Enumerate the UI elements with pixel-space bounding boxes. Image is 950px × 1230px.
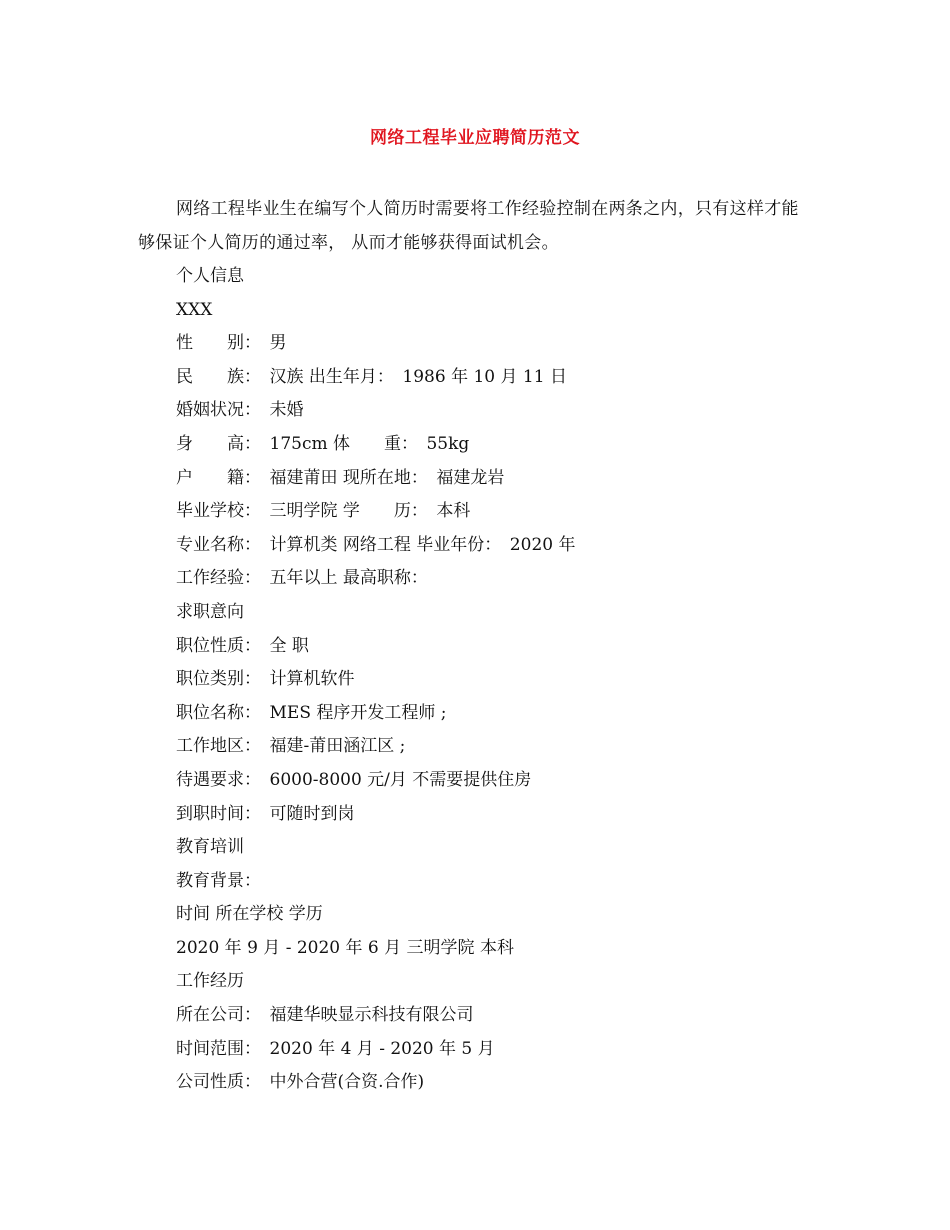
document-title: 网络工程毕业应聘简历范文	[370, 128, 580, 148]
education-entry: 2020 年 9 月 - 2020 年 6 月 三明学院 本科	[176, 937, 514, 958]
company-line: 所在公司： 福建华映显示科技有限公司	[176, 1005, 474, 1026]
start-time-line: 到职时间： 可随时到岗	[176, 803, 355, 824]
school-degree-line: 毕业学校： 三明学院 学 历： 本科	[176, 501, 471, 522]
major-graduation-line: 专业名称： 计算机类 网络工程 毕业年份： 2020 年	[176, 534, 576, 555]
intro-paragraph: 网络工程毕业生在编写个人简历时需要将工作经验控制在两条之内，只有这样才能够保证个人简历的通过率， 从而才能够获得面试机会。	[138, 199, 799, 253]
hometown-location-line: 户 籍： 福建莆田 现所在地： 福建龙岩	[176, 467, 505, 488]
company-type-line: 公司性质： 中外合营(合资.合作)	[176, 1072, 425, 1093]
gender-line: 性 别： 男	[176, 333, 287, 354]
job-title-line: 职位名称： MES 程序开发工程师 ;	[176, 702, 447, 723]
salary-line: 待遇要求： 6000-8000 元/月 不需要提供住房	[176, 769, 532, 790]
resume-content	[176, 260, 575, 1100]
marital-status-line: 婚姻状况： 未婚	[176, 400, 304, 421]
section-heading-education: 教育培训	[176, 837, 244, 858]
education-background-label: 教育背景：	[176, 870, 261, 891]
section-heading-job-intention: 求职意向	[176, 601, 244, 622]
time-range-line: 时间范围： 2020 年 4 月 - 2020 年 5 月	[176, 1038, 495, 1059]
work-region-line: 工作地区： 福建-莆田涵江区 ;	[176, 736, 406, 757]
experience-title-line: 工作经验： 五年以上 最高职称：	[176, 568, 428, 589]
ethnicity-birthdate-line: 民 族： 汉族 出生年月： 1986 年 10 月 11 日	[176, 366, 567, 387]
section-heading-work-history: 工作经历	[176, 971, 244, 992]
section-heading-personal-info: 个人信息	[176, 266, 244, 286]
job-type-line: 职位性质： 全 职	[176, 635, 309, 656]
job-category-line: 职位类别： 计算机软件	[176, 669, 355, 690]
education-table-header: 时间 所在学校 学历	[176, 904, 323, 925]
height-weight-line: 身 高： 175cm 体 重： 55kg	[176, 433, 470, 454]
candidate-name: XXX	[176, 299, 213, 320]
